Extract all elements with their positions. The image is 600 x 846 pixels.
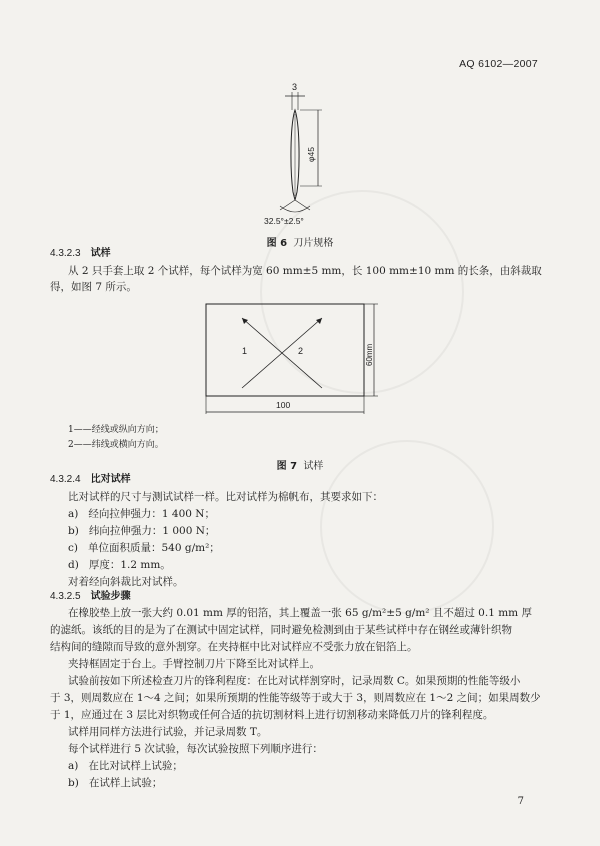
paragraph-line: 结构间的缝隙而导致的意外割穿。在夹持框中比对试样应不受张力放在铝箔上。 xyxy=(50,641,418,653)
paragraph-line: 在橡胶垫上放一张大约 0.01 mm 厚的铝箔，其上覆盖一张 65 g/m²±5 g/m² 且不超过 0.1 mm 厚 xyxy=(68,607,532,619)
list-text: 在试样上试验； xyxy=(88,777,163,789)
section-title: 试样 xyxy=(90,248,111,259)
paragraph-line: 于 1，应通过在 3 层比对织物或任何合适的抗切割材料上进行切割移动来降低刀片的锋利程度。 xyxy=(50,709,494,721)
list-marker: b) xyxy=(68,525,79,537)
standard-code: AQ 6102—2007 xyxy=(459,58,538,70)
paragraph-line: 从 2 只手套上取 2 个试样，每个试样为宽 60 mm±5 mm，长 100 mm±10 mm 的长条，由斜裁取 xyxy=(68,265,542,277)
fig7-dim-height: 60mm xyxy=(365,343,374,366)
figure-7-number: 图 7 xyxy=(276,461,298,472)
fig6-dim-angle: 32.5°±2.5° xyxy=(264,216,304,226)
fig7-label-1: 1 xyxy=(242,346,248,356)
fig7-dim-width: 100 xyxy=(276,400,291,410)
list-text: 单位面积质量：540 g/m²； xyxy=(88,542,220,554)
figure-7-caption xyxy=(0,457,600,472)
fig7-label-2: 2 xyxy=(298,346,304,356)
paragraph-line: 对着经向斜裁比对试样。 xyxy=(68,576,184,588)
figure-7-legend-2: 2——纬线或横向方向。 xyxy=(68,440,164,450)
figure-6-number: 图 6 xyxy=(266,238,288,249)
figure-7-title: 试样 xyxy=(303,461,324,472)
figure-6-title: 刀片规格 xyxy=(293,238,334,249)
list-text: 在比对试样上试验； xyxy=(88,760,183,772)
fig6-dim-width: 3 xyxy=(292,82,298,92)
paragraph-line: 得，如图 7 所示。 xyxy=(50,281,137,293)
figure-6-blade-drawing xyxy=(230,80,370,230)
list-text: 纬向拉伸强力：1 000 N； xyxy=(88,525,216,537)
list-text: 经向拉伸强力：1 400 N； xyxy=(88,508,215,520)
paragraph-line: 夹持框固定于台上。手臂控制刀片下降至比对试样上。 xyxy=(68,658,320,670)
list-marker: a) xyxy=(68,760,79,772)
section-4-3-2-3-heading xyxy=(50,247,111,261)
section-number: 4.3.2.5 xyxy=(50,591,81,602)
list-item xyxy=(68,759,183,773)
paragraph-line: 的滤纸。该纸的目的是为了在测试中固定试样，同时避免检测到由于某些试样中存在钢丝或薄针织物 xyxy=(50,624,512,636)
paragraph-line: 试样用同样方法进行试验，并记录周数 T。 xyxy=(68,726,268,738)
list-marker: d) xyxy=(68,559,79,571)
section-number: 4.3.2.4 xyxy=(50,474,81,485)
fig6-dim-length: φ45 xyxy=(306,147,316,162)
paragraph-line: 每个试样进行 5 次试验，每次试验按照下列顺序进行： xyxy=(68,743,323,755)
list-item xyxy=(68,558,171,572)
list-item xyxy=(68,541,220,555)
list-item xyxy=(68,776,162,790)
list-marker: c) xyxy=(68,542,78,554)
list-item xyxy=(68,524,215,538)
list-text: 厚度：1.2 mm。 xyxy=(88,559,171,571)
section-title: 试验步骤 xyxy=(90,591,131,602)
paragraph-line: 于 3，则周数应在 1～4 之间；如果所预期的性能等级等于或大于 3，则周数应在 1～2 之间；如果周数少 xyxy=(50,692,541,704)
section-4-3-2-5-heading xyxy=(50,590,131,604)
figure-7-legend-1: 1——经线或纵向方向； xyxy=(68,425,164,435)
section-title: 比对试样 xyxy=(90,474,131,485)
section-4-3-2-4-heading xyxy=(50,473,131,487)
section-number: 4.3.2.3 xyxy=(50,248,81,259)
list-marker: a) xyxy=(68,508,79,520)
paragraph-line: 比对试样的尺寸与测试试样一样。比对试样为棉帆布，其要求如下： xyxy=(68,491,383,503)
list-marker: b) xyxy=(68,777,79,789)
paragraph-line: 试验前按如下所述检查刀片的锋利程度：在比对试样割穿时，记录周数 C。如果预期的性能等级小 xyxy=(68,675,521,687)
figure-7-specimen-drawing xyxy=(200,296,390,416)
list-item xyxy=(68,507,215,521)
page-number: 7 xyxy=(517,796,524,807)
